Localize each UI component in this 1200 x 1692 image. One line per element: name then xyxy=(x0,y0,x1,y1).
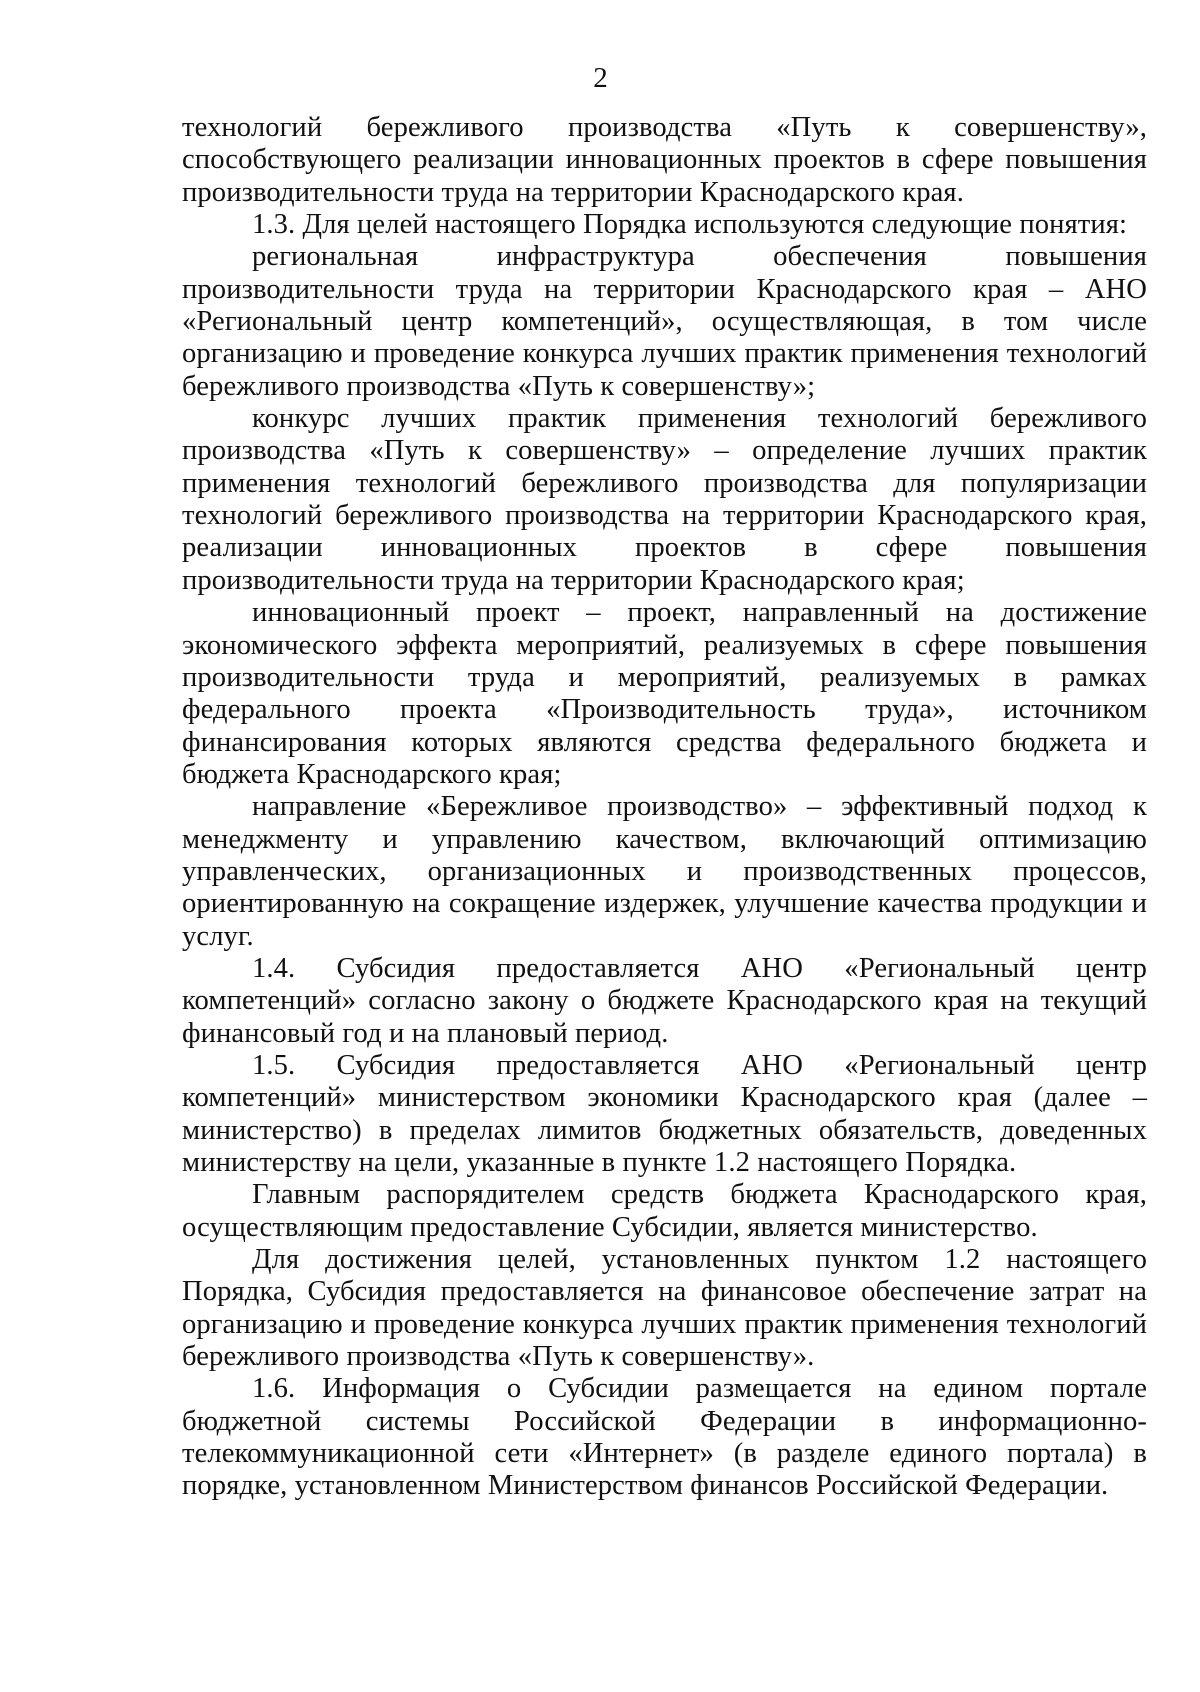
paragraph-continuation: технологий бережливого производства «Путь к совершенству», способствующего реализации инновационных проектов в сфере повышения производительности труда на территории Краснодарского края. xyxy=(182,112,1147,208)
paragraph-1-5: 1.5. Субсидия предоставляется АНО «Региональный центр компетенций» министерством экономики Краснодарского края (далее – министерство) в пределах лимитов бюджетных обязательств, доведенных министерству на цели, указанные в пункте 1.2 настоящего Порядка. xyxy=(182,1049,1147,1178)
definition-best-practices-contest: конкурс лучших практик применения технологий бережливого производства «Путь к совершенству» – определение лучших практик применения технологий бережливого производства для популяризации технологий бережливого производства на территории Краснодарского края, реализации инновационных проектов в сфере повышения производительности труда на территории Краснодарского края; xyxy=(182,403,1147,596)
definition-regional-infrastructure: региональная инфраструктура обеспечения повышения производительности труда на территории Краснодарского края – АНО «Региональный центр компетенций», осуществляющая, в том числе организацию и проведение конкурса лучших практик применения технологий бережливого производства «Путь к совершенству»; xyxy=(182,241,1147,402)
paragraph-main-manager: Главным распорядителем средств бюджета Краснодарского края, осуществляющим предоставление Субсидии, является министерство. xyxy=(182,1179,1147,1243)
definition-lean-production: направление «Бережливое производство» – эффективный подход к менеджменту и управлению качеством, включающий оптимизацию управленческих, организационных и производственных процессов, ориентированную на сокращение издержек, улучшение качества продукции и услуг. xyxy=(182,791,1147,952)
definition-innovation-project: инновационный проект – проект, направленный на достижение экономического эффекта мероприятий, реализуемых в сфере повышения производительности труда и мероприятий, реализуемых в рамках федерального проекта «Производительность труда», источником финансирования которых являются средства федерального бюджета и бюджета Краснодарского края; xyxy=(182,597,1147,790)
paragraph-1-4: 1.4. Субсидия предоставляется АНО «Региональный центр компетенций» согласно закону о бюджете Краснодарского края на текущий финансовый год и на плановый период. xyxy=(182,952,1147,1049)
document-body xyxy=(182,112,1147,1503)
page-number: 2 xyxy=(593,62,608,94)
paragraph-subsidy-purpose: Для достижения целей, установленных пунктом 1.2 настоящего Порядка, Субсидия предоставляется на финансовое обеспечение затрат на организацию и проведение конкурса лучших практик применения технологий бережливого производства «Путь к совершенству». xyxy=(182,1244,1147,1373)
paragraph-1-3: 1.3. Для целей настоящего Порядка используются следующие понятия: xyxy=(252,209,1128,241)
paragraph-1-6: 1.6. Информация о Субсидии размещается на едином портале бюджетной системы Российской Федерации в информационно-телекоммуникационной сети «Интернет» (в разделе единого портала) в порядке, установленном Министерством финансов Российской Федерации. xyxy=(182,1373,1147,1502)
